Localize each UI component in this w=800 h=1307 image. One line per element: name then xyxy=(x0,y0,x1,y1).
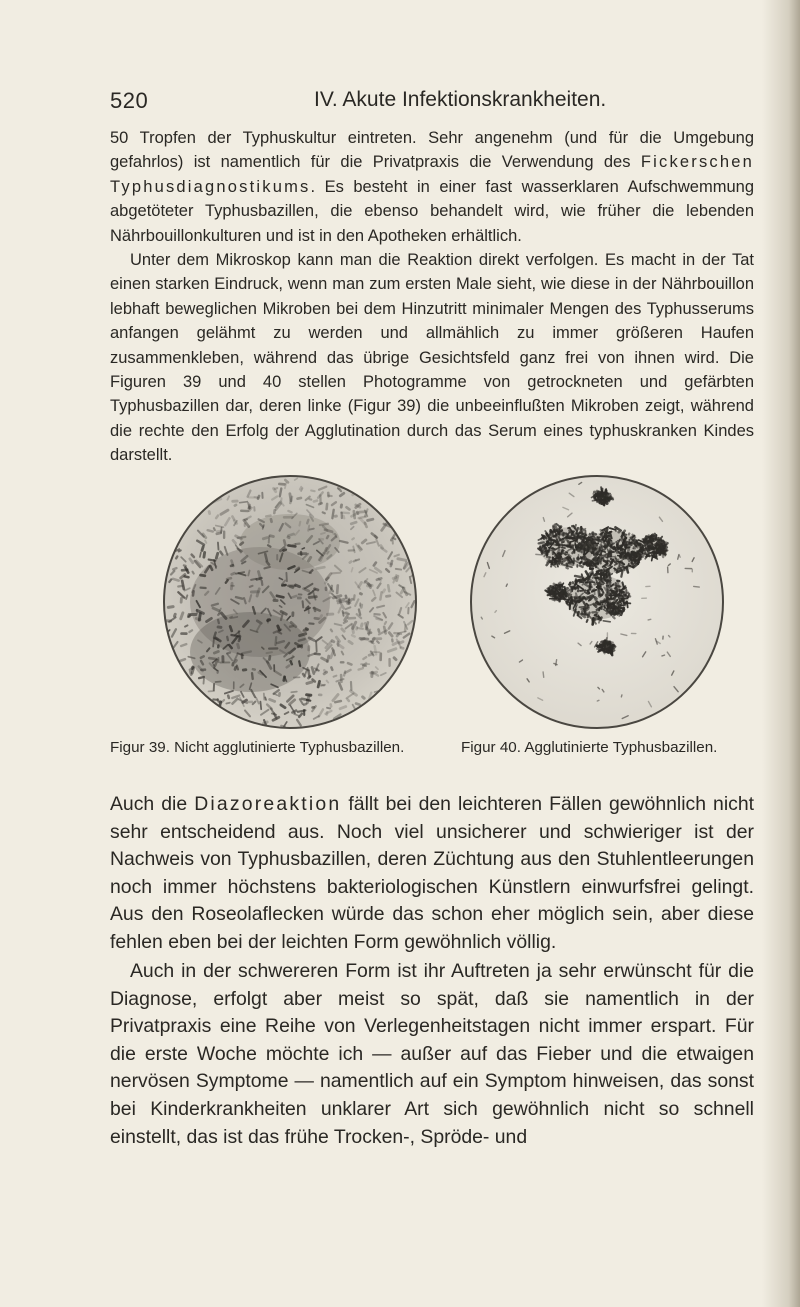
bacillus-mark xyxy=(291,611,294,617)
bacillus-mark xyxy=(616,547,622,549)
bacillus-mark xyxy=(219,662,230,664)
bacillus-mark xyxy=(604,648,612,650)
bacillus-mark xyxy=(557,585,559,589)
bacillus-mark xyxy=(606,559,608,564)
bacillus-mark xyxy=(580,548,586,551)
bacillus-mark xyxy=(283,516,294,519)
bacillus-mark xyxy=(276,554,278,560)
bacillus-mark xyxy=(189,613,197,616)
bacillus-mark xyxy=(604,579,612,582)
bacillus-mark xyxy=(244,523,246,527)
micrograph-non-agglutinated xyxy=(140,452,440,752)
bacillus-mark xyxy=(230,585,234,587)
bacillus-mark xyxy=(318,693,323,696)
bacillus-mark xyxy=(591,543,599,545)
bacillus-mark xyxy=(372,637,383,640)
paragraph-1-text-a: 50 Tropfen der Typhuskultur eintreten. Sehr angenehm (und für die Umgebung gefahrlos) ist namentlich für die Privatpraxis die Verwendung des xyxy=(110,129,754,172)
paragraph-1-text-b: . Es besteht in einer fast wasserklaren Aufschwemmung abgetöteter Typhusbazillen, die ebenso behandelt wird, wie früher die lebenden Nährbouillonkulturen und ist in den Apotheken erhältlich. xyxy=(110,177,754,245)
bacillus-mark xyxy=(631,633,637,635)
page-edge-shadow xyxy=(762,0,800,1307)
paragraph-4: Auch in der schwereren Form ist ihr Auftreten ja sehr erwünscht für die Diagnose, erfolgt aber meist so spät, daß sie namentlich in der Privatpraxis eine Reihe von Verlegenheitstagen nicht immer erspart. Für die erste Woche möchte ich — außer auf das Fieber und die etwaigen nervösen Symptome — namentlich auf ein Symptom hinweisen, das sonst bei Kinderkrankheiten unklarer Art sich gewöhnlich nicht so schnell einstellt, das ist das frühe Trocken-, Spröde- und xyxy=(110,960,754,1148)
bacillus-mark xyxy=(326,612,334,615)
paragraph-2: Unter dem Mikroskop kann man die Reaktion direkt verfolgen. Es macht in der Tat einen starken Eindruck, wenn man zum ersten Male sieht, wie diese in der Nährbouillon lebhaft beweglichen Mikroben bei dem Hinzutritt minimaler Mengen des Typhusserums anfangen gelähmt zu werden und allmählich zu immer größeren Haufen zusammenkleben, während das übrige Gesichtsfeld ganz frei von ihnen wird. Die Figuren 39 und 40 stellen Photogramme von getrockneten und gefärbten Typhusbazillen dar, deren linke (Figur 39) die unbeeinflußten Mikroben zeigt, während die rechte den Erfolg der Agglutination durch das Serum eines typhuskranken Kindes darstellt. xyxy=(110,251,754,465)
bacillus-mark xyxy=(641,597,647,599)
fickersches-typhusdiagnostikum: Fickerschen Typhusdiagnostikums xyxy=(110,153,754,196)
running-head: IV. Akute Infektionskrankheiten. xyxy=(314,88,607,111)
bacillus-mark xyxy=(546,556,551,559)
bacillus-mark xyxy=(223,530,225,539)
page-header xyxy=(110,88,750,118)
bacillus-mark xyxy=(545,547,547,553)
bacillus-mark xyxy=(627,595,632,597)
bacillus-mark xyxy=(293,676,300,678)
bacillus-mark xyxy=(180,597,183,604)
figure-40-caption: Figur 40. Agglutinierte Typhusbazillen. xyxy=(461,739,718,756)
bacillus-mark xyxy=(341,512,343,520)
bacillus-mark xyxy=(233,681,235,689)
paragraph-1 xyxy=(110,126,754,248)
bacillus-mark xyxy=(327,492,330,498)
bacillus-mark xyxy=(589,581,595,583)
bacteria-clump xyxy=(240,514,340,570)
bacillus-mark xyxy=(298,593,303,595)
paragraph-3-text-b: fällt bei den leichteren Fällen gewöhnlich nicht sehr entscheidend aus. Noch viel unsicherer und schwieriger ist der Nachweis von Typhusbazillen, deren Züchtung aus den Stuhlentleerungen noch immer höchstens bakteriologischen Künstlern einwurfsfrei gelingt. Aus den Roseolaflecken würde das schon eher möglich sein, aber diese fehlen eben bei der leichten Form gewöhnlich völlig. xyxy=(110,793,754,953)
bacillus-mark xyxy=(617,540,621,542)
paragraph-3-text-a: Auch die xyxy=(110,793,195,815)
bacillus-mark xyxy=(659,549,663,552)
bacillus-mark xyxy=(607,554,609,558)
bacillus-mark xyxy=(607,632,608,638)
bacillus-mark xyxy=(576,564,578,568)
page-number: 520 xyxy=(110,88,149,113)
bacillus-mark xyxy=(348,549,356,552)
bacillus-mark xyxy=(684,568,692,570)
diazoreaktion: Diazoreaktion xyxy=(194,793,342,815)
bacillus-mark xyxy=(569,581,572,585)
bacillus-mark xyxy=(180,632,187,635)
bacillus-mark xyxy=(248,496,259,498)
bacillus-mark xyxy=(240,509,249,512)
figure-39-caption: Figur 39. Nicht agglutinierte Typhusbazillen. xyxy=(110,739,405,756)
bacillus-mark xyxy=(319,538,324,541)
bacillus-mark xyxy=(692,569,694,573)
bacillus-mark xyxy=(325,587,328,592)
bacillus-mark xyxy=(250,590,260,593)
bacillus-mark xyxy=(631,559,633,564)
bacillus-mark xyxy=(379,652,382,661)
figure-39-micrograph xyxy=(140,452,440,752)
figure-40-micrograph xyxy=(447,452,747,752)
bacillus-mark xyxy=(297,597,302,600)
bacillus-mark xyxy=(337,640,340,647)
bacillus-mark xyxy=(340,661,345,663)
bacillus-mark xyxy=(573,558,575,564)
bacillus-mark xyxy=(200,668,206,671)
bacillus-mark xyxy=(597,493,599,500)
bacillus-mark xyxy=(268,647,278,650)
micrograph-agglutinated xyxy=(447,452,747,752)
bacillus-mark xyxy=(388,658,390,667)
bacillus-mark xyxy=(307,645,310,651)
bacillus-mark xyxy=(594,557,599,559)
paragraph-3 xyxy=(110,791,754,957)
bacillus-mark xyxy=(221,655,224,663)
bacillus-mark xyxy=(231,500,238,503)
